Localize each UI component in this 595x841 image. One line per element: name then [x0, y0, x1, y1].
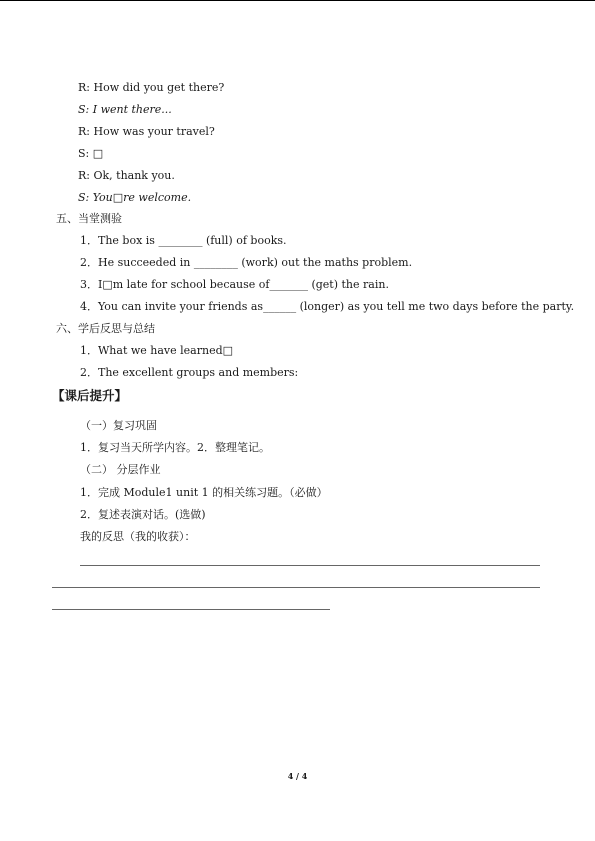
page-number: 4 / 4: [287, 771, 308, 781]
quiz-item: 1．The box is ________ (full) of books.: [80, 234, 287, 247]
answer-line: [80, 565, 540, 566]
section-title-reflection: 六、学后反思与总结: [56, 322, 155, 335]
dialogue-line: R: How was your travel?: [78, 125, 215, 138]
after-class-heading: 【课后提升】: [52, 388, 128, 403]
dialogue-line: S: You□re welcome.: [78, 191, 192, 204]
review-title: （一）复习巩固: [80, 419, 157, 432]
dialogue-line: R: How did you get there?: [78, 81, 225, 94]
homework-item: 2．复述表演对话。(选做): [80, 508, 206, 521]
section-title-quiz: 五、当堂测验: [56, 212, 122, 225]
dialogue-line: S: I went there...: [78, 103, 172, 116]
dialogue-line: S: □: [78, 147, 104, 160]
page-top-border: [0, 0, 595, 1]
dialogue-line: R: Ok, thank you.: [78, 169, 175, 182]
quiz-item: 3．I□m late for school because of_______ (get) the rain.: [80, 278, 389, 291]
reflection-prompt: 我的反思（我的收获）：: [80, 530, 196, 543]
answer-line: [52, 609, 330, 610]
reflection-item: 1．What we have learned□: [80, 344, 234, 357]
quiz-item: 4．You can invite your friends as______ (longer) as you tell me two days before the party.: [80, 300, 575, 313]
review-text: 1．复习当天所学内容。2．整理笔记。: [80, 441, 270, 454]
homework-item: 1．完成 Module1 unit 1 的相关练习题。（必做）: [80, 486, 328, 499]
reflection-item: 2．The excellent groups and members:: [80, 366, 299, 379]
homework-title: （二） 分层作业: [80, 463, 161, 476]
quiz-item: 2．He succeeded in ________ (work) out the maths problem.: [80, 256, 413, 269]
answer-line: [52, 587, 540, 588]
